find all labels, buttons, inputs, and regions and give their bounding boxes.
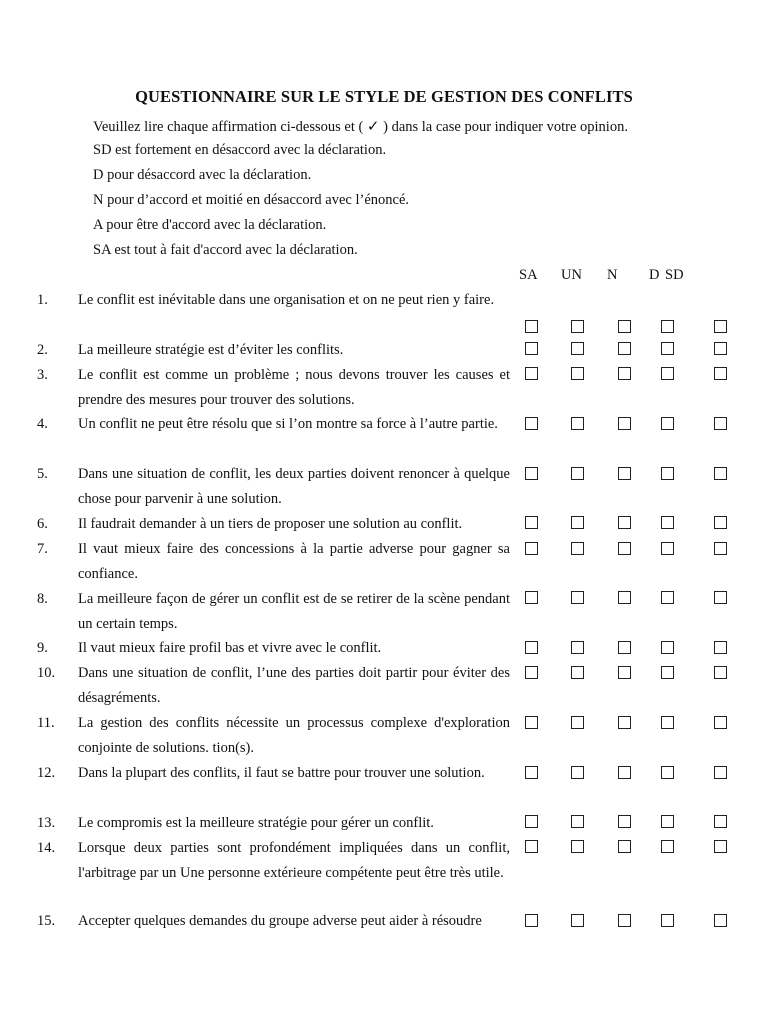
checkbox-sd[interactable] — [714, 342, 727, 355]
checkbox-sd[interactable] — [714, 516, 727, 529]
checkbox-d[interactable] — [661, 516, 674, 529]
checkbox-n[interactable] — [618, 516, 631, 529]
column-header-n: N — [607, 267, 618, 283]
column-header-sa: SA — [519, 267, 538, 283]
checkbox-sa[interactable] — [525, 320, 538, 333]
checkbox-un[interactable] — [571, 320, 584, 333]
checkbox-n[interactable] — [618, 815, 631, 828]
checkbox-sa[interactable] — [525, 815, 538, 828]
checkbox-d[interactable] — [661, 914, 674, 927]
checkmark-icon: ✓ — [366, 119, 380, 135]
question-number: 8. — [37, 591, 48, 607]
checkbox-un[interactable] — [571, 342, 584, 355]
checkbox-un[interactable] — [571, 766, 584, 779]
checkbox-d[interactable] — [661, 840, 674, 853]
checkbox-sd[interactable] — [714, 320, 727, 333]
checkbox-sd[interactable] — [714, 815, 727, 828]
question-text: Il vaut mieux faire des concessions à la partie adverse pour gagner sa confiance. — [78, 541, 510, 582]
checkbox-sa[interactable] — [525, 914, 538, 927]
question-text: La meilleure stratégie est d’éviter les conflits. — [78, 342, 344, 358]
checkbox-un[interactable] — [571, 666, 584, 679]
checkbox-d[interactable] — [661, 542, 674, 555]
legend-n: N pour d’accord et moitié en désaccord avec l’énoncé. — [93, 192, 410, 208]
question-text: Dans la plupart des conflits, il faut se battre pour trouver une solution. — [78, 765, 485, 781]
checkbox-sa[interactable] — [525, 766, 538, 779]
question-number: 4. — [37, 416, 48, 432]
checkbox-un[interactable] — [571, 641, 584, 654]
checkbox-un[interactable] — [571, 367, 584, 380]
checkbox-n[interactable] — [618, 342, 631, 355]
checkbox-un[interactable] — [571, 914, 584, 927]
checkbox-sa[interactable] — [525, 666, 538, 679]
question-text: La meilleure façon de gérer un conflit est de se retirer de la scène pendant un certain temps. — [78, 591, 510, 632]
column-header-sd: SD — [665, 267, 684, 283]
checkbox-d[interactable] — [661, 591, 674, 604]
question-number: 9. — [37, 640, 48, 656]
checkbox-sa[interactable] — [525, 342, 538, 355]
legend-a: A pour être d'accord avec la déclaration. — [93, 217, 327, 233]
instruction-text-start: Veuillez lire chaque affirmation ci-dessous et ( — [93, 119, 364, 135]
instruction-text-end: ) dans la case pour indiquer votre opinion. — [383, 119, 628, 135]
question-text: Il faudrait demander à un tiers de proposer une solution au conflit. — [78, 516, 463, 532]
question-text: Le conflit est inévitable dans une organisation et on ne peut rien y faire. — [78, 292, 495, 308]
checkbox-sa[interactable] — [525, 840, 538, 853]
question-text: Dans une situation de conflit, les deux parties doivent renoncer à quelque chose pour parvenir à une solution. — [78, 466, 510, 507]
checkbox-sa[interactable] — [525, 516, 538, 529]
question-number: 14. — [37, 840, 56, 856]
checkbox-sa[interactable] — [525, 417, 538, 430]
checkbox-n[interactable] — [618, 320, 631, 333]
question-number: 3. — [37, 367, 48, 383]
checkbox-sd[interactable] — [714, 716, 727, 729]
checkbox-d[interactable] — [661, 766, 674, 779]
column-header-d: D — [649, 267, 660, 283]
question-number: 5. — [37, 466, 48, 482]
question-text: Dans une situation de conflit, l’une des parties doit partir pour éviter des désagréments. — [78, 665, 510, 706]
question-text: Un conflit ne peut être résolu que si l’on montre sa force à l’autre partie. — [78, 416, 498, 432]
checkbox-n[interactable] — [618, 467, 631, 480]
checkbox-sa[interactable] — [525, 591, 538, 604]
checkbox-un[interactable] — [571, 716, 584, 729]
checkbox-sa[interactable] — [525, 542, 538, 555]
question-number: 10. — [37, 665, 56, 681]
checkbox-sd[interactable] — [714, 367, 727, 380]
checkbox-sd[interactable] — [714, 542, 727, 555]
question-text: La gestion des conflits nécessite un processus complexe d'exploration conjointe de solutions. tion(s). — [78, 715, 510, 756]
checkbox-sd[interactable] — [714, 467, 727, 480]
instruction-line — [93, 117, 628, 136]
question-number: 15. — [37, 913, 56, 929]
checkbox-n[interactable] — [618, 840, 631, 853]
checkbox-d[interactable] — [661, 367, 674, 380]
question-number: 11. — [37, 715, 55, 731]
question-number: 12. — [37, 765, 56, 781]
legend-d: D pour désaccord avec la déclaration. — [93, 167, 312, 183]
question-text: Il vaut mieux faire profil bas et vivre avec le conflit. — [78, 640, 382, 656]
question-text: Accepter quelques demandes du groupe adverse peut aider à résoudre — [78, 913, 482, 929]
checkbox-n[interactable] — [618, 666, 631, 679]
legend-sa: SA est tout à fait d'accord avec la déclaration. — [93, 242, 358, 258]
checkbox-d[interactable] — [661, 716, 674, 729]
checkbox-sd[interactable] — [714, 914, 727, 927]
checkbox-un[interactable] — [571, 467, 584, 480]
checkbox-d[interactable] — [661, 467, 674, 480]
checkbox-sa[interactable] — [525, 716, 538, 729]
checkbox-un[interactable] — [571, 417, 584, 430]
checkbox-n[interactable] — [618, 367, 631, 380]
checkbox-d[interactable] — [661, 641, 674, 654]
question-number: 7. — [37, 541, 48, 557]
checkbox-n[interactable] — [618, 914, 631, 927]
checkbox-sa[interactable] — [525, 467, 538, 480]
question-number: 13. — [37, 815, 56, 831]
checkbox-d[interactable] — [661, 417, 674, 430]
checkbox-un[interactable] — [571, 591, 584, 604]
checkbox-un[interactable] — [571, 542, 584, 555]
checkbox-d[interactable] — [661, 815, 674, 828]
checkbox-n[interactable] — [618, 417, 631, 430]
checkbox-n[interactable] — [618, 591, 631, 604]
checkbox-sd[interactable] — [714, 417, 727, 430]
question-number: 6. — [37, 516, 48, 532]
checkbox-sd[interactable] — [714, 840, 727, 853]
question-text: Le compromis est la meilleure stratégie pour gérer un conflit. — [78, 815, 434, 831]
question-number: 2. — [37, 342, 48, 358]
checkbox-d[interactable] — [661, 342, 674, 355]
checkbox-un[interactable] — [571, 815, 584, 828]
checkbox-n[interactable] — [618, 716, 631, 729]
checkbox-d[interactable] — [661, 320, 674, 333]
checkbox-d[interactable] — [661, 666, 674, 679]
checkbox-un[interactable] — [571, 516, 584, 529]
question-text: Le conflit est comme un problème ; nous devons trouver les causes et prendre des mesures pour trouver des solutions. — [78, 367, 510, 408]
checkbox-sa[interactable] — [525, 367, 538, 380]
checkbox-sa[interactable] — [525, 641, 538, 654]
checkbox-sd[interactable] — [714, 591, 727, 604]
column-header-un: UN — [561, 267, 582, 283]
checkbox-n[interactable] — [618, 766, 631, 779]
question-text: Lorsque deux parties sont profondément impliquées dans un conflit, l'arbitrage par un Une personne extérieure compétente peut être très utile. — [78, 840, 510, 881]
question-number: 1. — [37, 292, 48, 308]
checkbox-sd[interactable] — [714, 766, 727, 779]
checkbox-sd[interactable] — [714, 641, 727, 654]
checkbox-n[interactable] — [618, 641, 631, 654]
legend-sd: SD est fortement en désaccord avec la déclaration. — [93, 142, 387, 158]
checkbox-sd[interactable] — [714, 666, 727, 679]
page-title: QUESTIONNAIRE SUR LE STYLE DE GESTION DES CONFLITS — [135, 87, 633, 106]
checkbox-un[interactable] — [571, 840, 584, 853]
checkbox-n[interactable] — [618, 542, 631, 555]
